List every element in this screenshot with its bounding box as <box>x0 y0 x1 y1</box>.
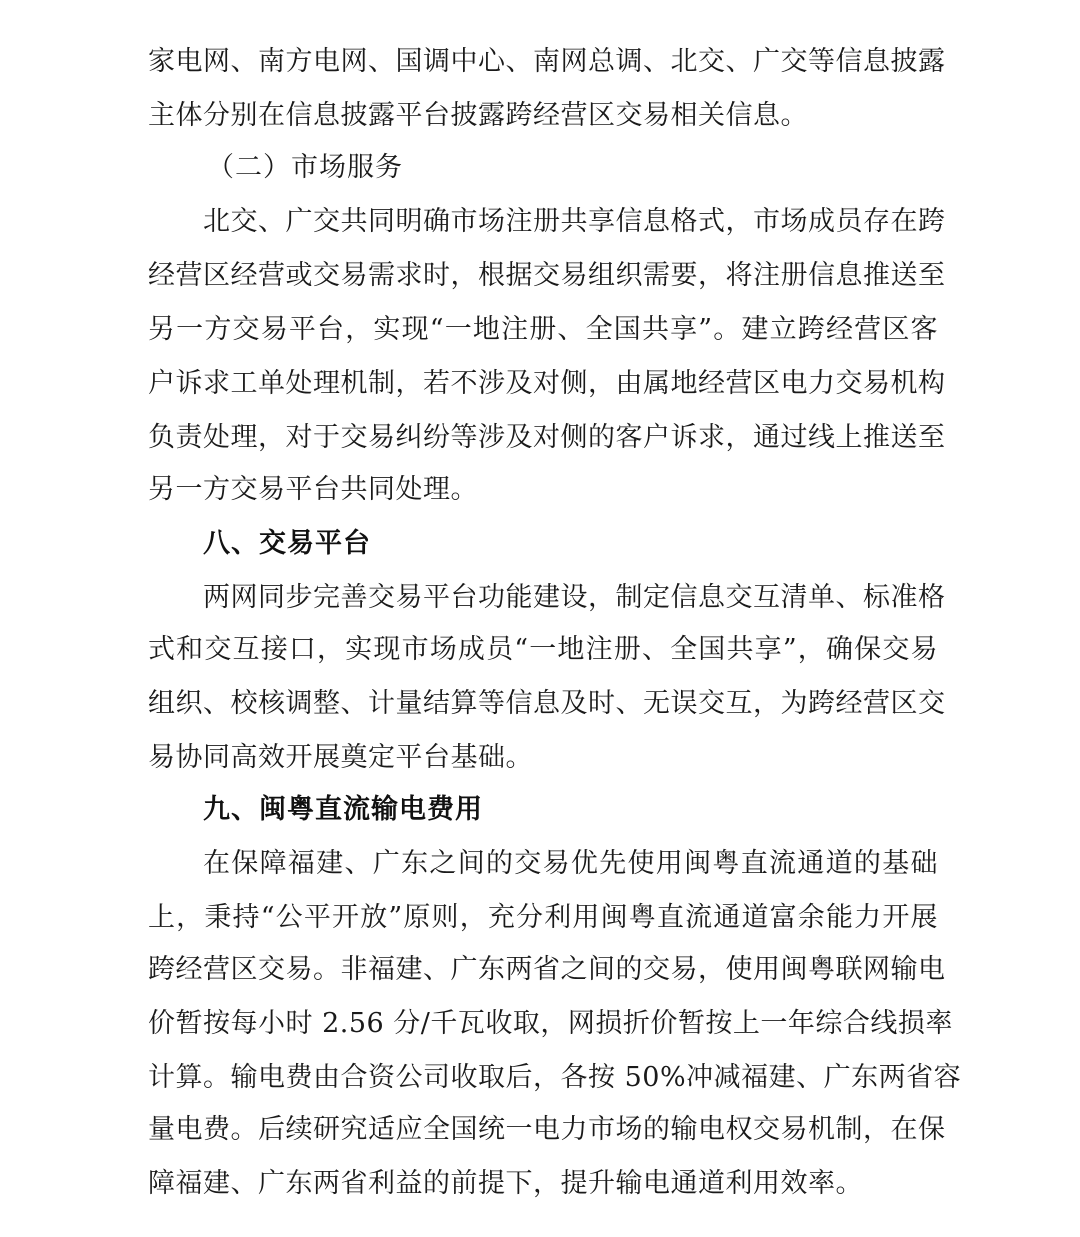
paragraph-line: 北交、广交共同明确市场注册共享信息格式，市场成员存在跨 <box>203 206 946 237</box>
paragraph-line: 在保障福建、广东之间的交易优先使用闽粤直流通道的基础 <box>203 848 938 879</box>
paragraph-line: 跨经营区交易。非福建、广东两省之间的交易，使用闽粤联网输电 <box>148 954 946 985</box>
paragraph-line: 负责处理，对于交易纠纷等涉及对侧的客户诉求，通过线上推送至 <box>148 422 946 453</box>
paragraph-line: 计算。输电费由合资公司收取后，各按 50%冲减福建、广东两省容 <box>148 1062 962 1093</box>
paragraph-line: 价暂按每小时 2.56 分/千瓦收取，网损折价暂按上一年综合线损率 <box>148 1008 953 1039</box>
paragraph-line: 组织、校核调整、计量结算等信息及时、无误交互，为跨经营区交 <box>148 688 946 719</box>
paragraph-line: 家电网、南方电网、国调中心、南网总调、北交、广交等信息披露 <box>148 46 946 77</box>
paragraph-line: 上，秉持“公平开放”原则，充分利用闽粤直流通道富余能力开展 <box>148 902 938 933</box>
section-heading-transmission-fee: 九、闽粤直流输电费用 <box>203 794 483 825</box>
paragraph-line: 户诉求工单处理机制，若不涉及对侧，由属地经营区电力交易机构 <box>148 368 946 399</box>
section-heading-trading-platform: 八、交易平台 <box>203 528 371 559</box>
paragraph-line: 式和交互接口，实现市场成员“一地注册、全国共享”，确保交易 <box>148 634 938 665</box>
paragraph-line: 两网同步完善交易平台功能建设，制定信息交互清单、标准格 <box>203 582 946 613</box>
paragraph-line: 经营区经营或交易需求时，根据交易组织需要，将注册信息推送至 <box>148 260 946 291</box>
paragraph-line: 量电费。后续研究适应全国统一电力市场的输电权交易机制，在保 <box>148 1114 946 1145</box>
paragraph-line: 主体分别在信息披露平台披露跨经营区交易相关信息。 <box>148 100 808 131</box>
paragraph-line: 另一方交易平台共同处理。 <box>148 474 478 505</box>
section-subheading-market-services: （二）市场服务 <box>207 152 403 183</box>
paragraph-line: 易协同高效开展奠定平台基础。 <box>148 742 533 773</box>
paragraph-line: 另一方交易平台，实现“一地注册、全国共享”。建立跨经营区客 <box>148 314 938 345</box>
paragraph-line: 障福建、广东两省利益的前提下，提升输电通道利用效率。 <box>148 1168 863 1199</box>
